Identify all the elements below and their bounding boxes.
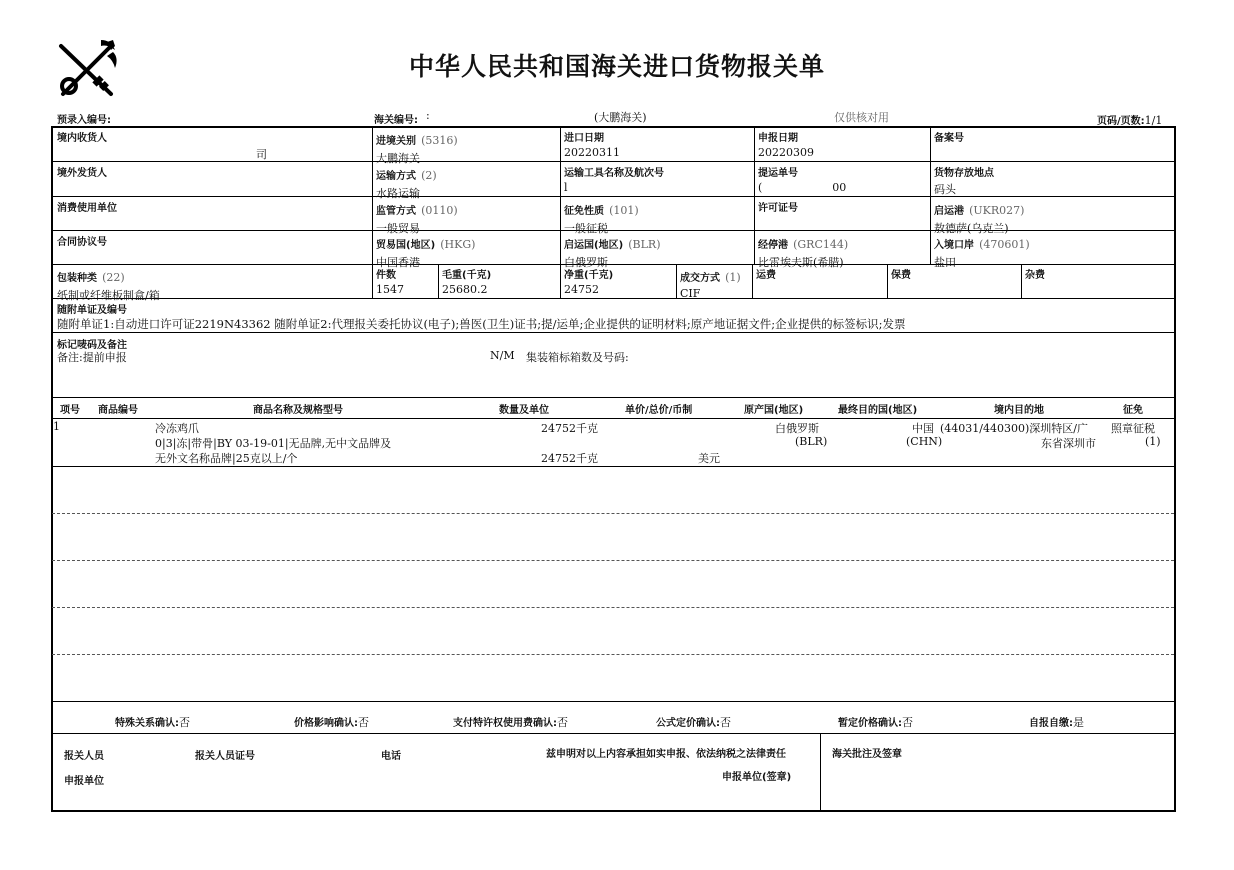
entry-office-cell: 进境关别 (5316) 大鹏海关 [376, 134, 458, 165]
import-date-cell: 进口日期 20220311 [564, 133, 620, 159]
goods-name-line3: 无外文名称品牌|25克以上/个 [155, 452, 298, 465]
price-impact-confirm: 价格影响确认:否 [294, 716, 369, 729]
gross-weight-cell: 毛重(千克) 25680.2 [442, 270, 492, 296]
shipper-cell: 境外发货人 [57, 168, 107, 179]
storage-cell: 货物存放地点 码头 [934, 168, 994, 196]
page-title: 中华人民共和国海关进口货物报关单 [408, 52, 825, 81]
pre-entry-label: 预录入编号: [57, 115, 111, 126]
declarant-label: 报关人员 [64, 751, 104, 762]
col-domestic-dest: 境内目的地 [994, 405, 1044, 416]
col-name: 商品名称及规格型号 [253, 405, 343, 416]
goods-domestic-dest-1: (44031/440300)深圳特区/广 [940, 422, 1088, 435]
col-origin: 原产国(地区) [744, 405, 804, 416]
marks-label: 标记唛码及备注 [57, 340, 127, 351]
goods-no: 1 [53, 420, 60, 433]
declarant-unit-label: 申报单位 [64, 776, 104, 787]
goods-name-line1: 冷冻鸡爪 [155, 422, 199, 435]
transport-cell: 运输方式 (2) 水路运输 [376, 169, 437, 200]
transit-port-cell: 经停港 (GRC144) 比雷埃夫斯(希腊) [758, 238, 849, 269]
trade-country-cell: 贸易国(地区) (HKG) 中国香港 [376, 238, 476, 269]
freight-cell: 运费 [756, 270, 776, 281]
notice: 仅供核对用 [834, 111, 889, 124]
goods-origin-1: 白俄罗斯 [775, 422, 819, 435]
declarant-cert-label: 报关人员证号 [195, 751, 255, 762]
goods-levy-2: (1) [1145, 435, 1161, 448]
goods-domestic-dest-2: 东省深圳市 [1041, 437, 1096, 450]
goods-currency: 美元 [698, 452, 720, 465]
remark: 备注:提前申报 [57, 351, 127, 364]
customs-office: (大鹏海关) [594, 111, 647, 124]
phone-label: 电话 [381, 751, 401, 762]
levy-nature-cell: 征免性质 (101) 一般征税 [564, 204, 639, 235]
consignee-value: 司 [256, 148, 267, 161]
bl-cell: 提运单号 ( 00 [758, 168, 847, 194]
goods-name-line2: 0|3|冻|带骨|BY 03-19-01|无品牌,无中文品牌及 [155, 437, 392, 450]
col-no: 项号 [60, 405, 80, 416]
page-number: 页码/页数:1/1 [1097, 114, 1163, 127]
vessel-cell: 运输工具名称及航次号 l [564, 168, 664, 194]
goods-levy-1: 照章征税 [1111, 422, 1155, 435]
col-code: 商品编号 [98, 405, 138, 416]
net-weight-cell: 净重(千克) 24752 [564, 270, 614, 296]
origin-country-cell: 启运国(地区) (BLR) 白俄罗斯 [564, 238, 661, 269]
pieces-cell: 件数 1547 [376, 270, 404, 296]
goods-origin-2: (BLR) [795, 435, 828, 448]
royalty-confirm: 支付特许权使用费确认:否 [453, 716, 568, 729]
goods-qty-2: 24752千克 [541, 452, 598, 465]
user-cell: 消费使用单位 [57, 203, 117, 214]
entry-port-cell: 入境口岸 (470601) 盐田 [934, 238, 1030, 269]
deal-cell: 成交方式 (1) CIF [680, 271, 741, 300]
docs-label: 随附单证及编号 [57, 305, 127, 316]
customs-no-value: : [426, 109, 430, 122]
unit-seal-label: 申报单位(签章) [722, 772, 792, 783]
marks-nm: N/M [490, 349, 515, 362]
col-levy: 征免 [1123, 405, 1143, 416]
col-price: 单价/总价/币制 [625, 405, 693, 416]
declare-date-cell: 申报日期 20220309 [758, 133, 814, 159]
insurance-cell: 保费 [891, 270, 911, 281]
package-cell: 包装种类 (22) 纸制或纤维板制盒/箱 [57, 271, 160, 302]
docs-value: 随附单证1:自动进口许可证2219N43362 随附单证2:代理报关委托协议(电子);兽医(卫生)证书;提/运单;企业提供的证明材料;原产地证据文件;企业提供的标签标识;发票 [57, 317, 906, 331]
record-cell: 备案号 [934, 133, 964, 144]
supervision-cell: 监管方式 (0110) 一般贸易 [376, 204, 458, 235]
special-relation-confirm: 特殊关系确认:否 [115, 716, 190, 729]
contract-cell: 合同协议号 [57, 237, 107, 248]
goods-qty-1: 24752千克 [541, 422, 598, 435]
col-final-dest: 最终目的国(地区) [838, 405, 918, 416]
self-declare: 自报自缴:是 [1029, 716, 1084, 729]
statement: 兹申明对以上内容承担如实申报、依法纳税之法律责任 [546, 749, 786, 760]
formula-price-confirm: 公式定价确认:否 [656, 716, 731, 729]
col-qty: 数量及单位 [499, 405, 549, 416]
customs-no-label: 海关编号: [374, 115, 418, 126]
goods-final-dest-2: (CHN) [906, 435, 943, 448]
container-label: 集装箱标箱数及号码: [526, 351, 629, 364]
consignee-cell: 境内收货人 [57, 133, 107, 144]
goods-final-dest-1: 中国 [912, 422, 934, 435]
departure-port-cell: 启运港 (UKR027) 敖德萨(乌克兰) [934, 204, 1025, 235]
provisional-price-confirm: 暂定价格确认:否 [838, 716, 913, 729]
misc-fee-cell: 杂费 [1025, 270, 1045, 281]
license-cell: 许可证号 [758, 203, 798, 214]
customs-note-label: 海关批注及签章 [832, 749, 902, 760]
